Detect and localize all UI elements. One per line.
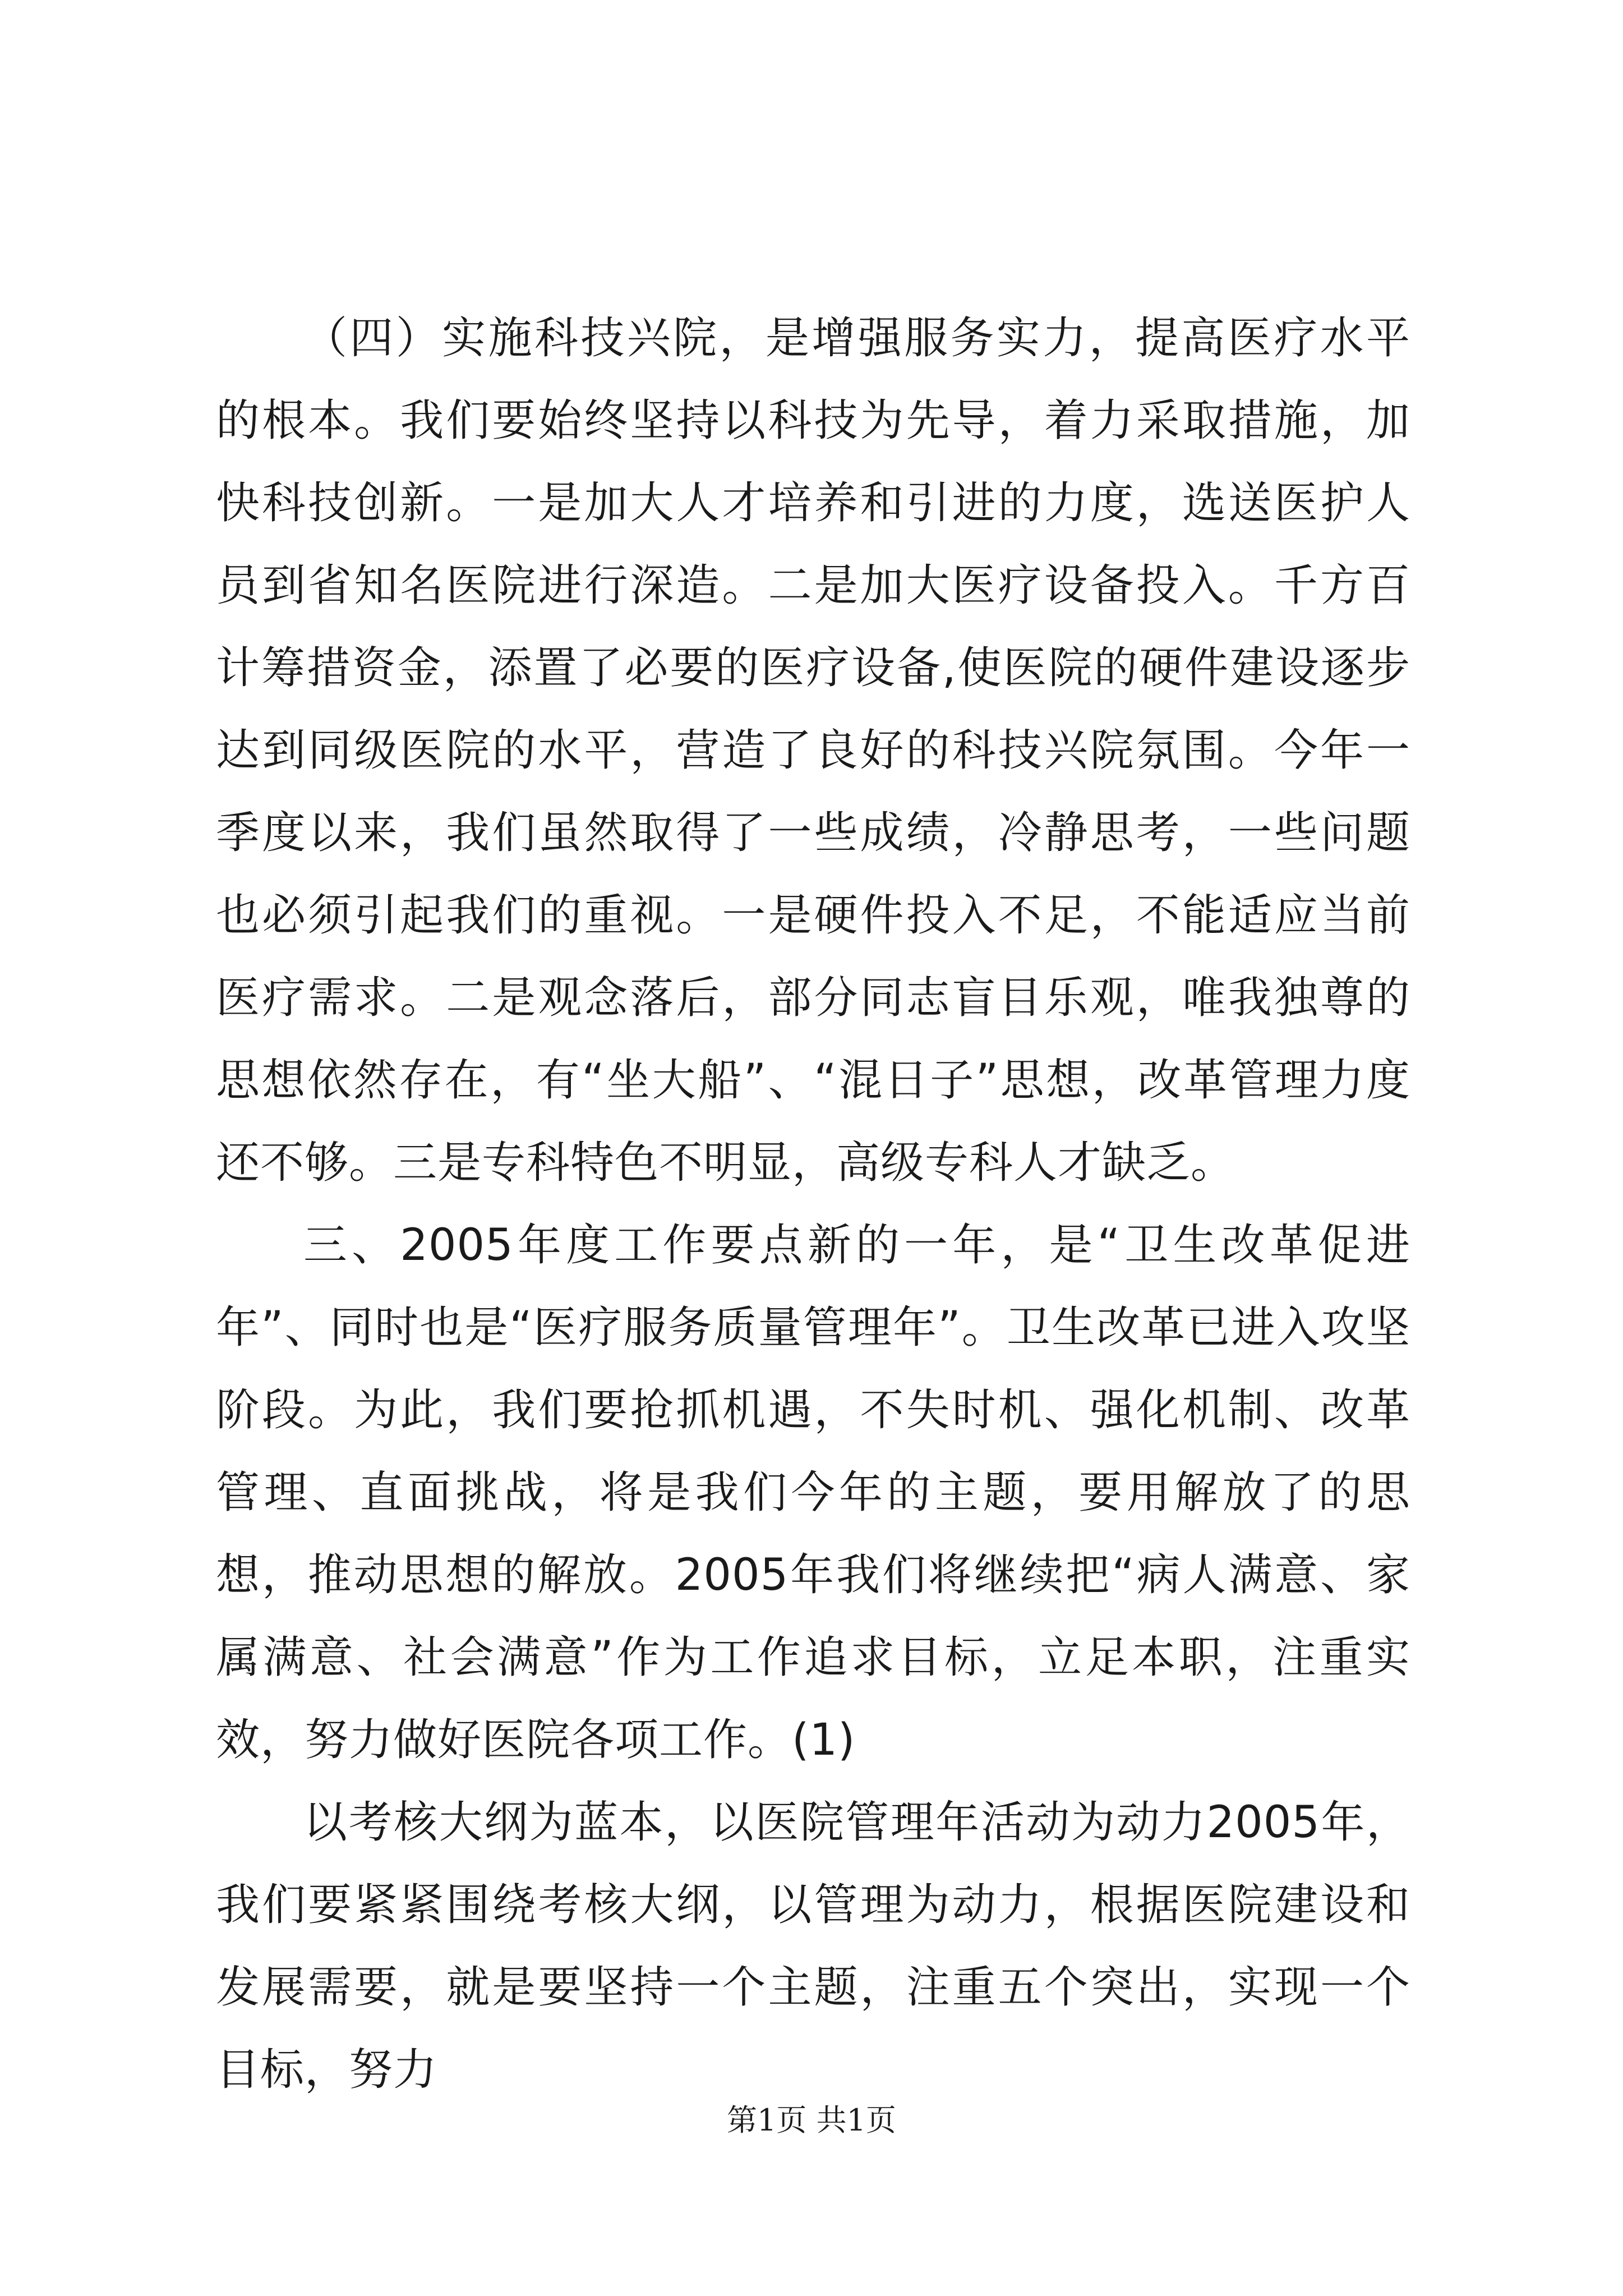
page-footer: 第1页 共1页 xyxy=(727,2102,896,2138)
paragraph-2: 三、2005年度工作要点新的一年，是“卫生改革促进年”、同时也是“医疗服务质量管理年”。卫生改革已进入攻坚阶段。为此，我们要抢抓机遇，不失时机、强化机制、改革管理、直面挑战，将是我们今年的主题，要用解放了的思想，推动思想的解放。2005年我们将继续把“病人满意、家属满意、社会满意”作为工作追求目标，立足本职，注重实效，努力做好医院各项工作。(1) xyxy=(216,1220,1410,1765)
document-body xyxy=(216,297,1410,2111)
paragraph-1: （四）实施科技兴院，是增强服务实力，提高医疗水平的根本。我们要始终坚持以科技为先导，着力采取措施，加快科技创新。一是加大人才培养和引进的力度，选送医护人员到省知名医院进行深造。二是加大医疗设备投入。千方百计筹措资金，添置了必要的医疗设备,使医院的硬件建设逐步达到同级医院的水平，营造了良好的科技兴院氛围。今年一季度以来，我们虽然取得了一些成绩，冷静思考，一些问题也必须引起我们的重视。一是硬件投入不足，不能适应当前医疗需求。二是观念落后，部分同志盲目乐观，唯我独尊的思想依然存在，有“坐大船”、“混日子”思想，改革管理力度还不够。三是专科特色不明显，高级专科人才缺乏。 xyxy=(216,313,1410,1188)
paragraph-3: 以考核大纲为蓝本，以医院管理年活动为动力2005年，我们要紧紧围绕考核大纲，以管理为动力，根据医院建设和发展需要，就是要坚持一个主题，注重五个突出，实现一个目标，努力 xyxy=(216,1797,1410,2095)
